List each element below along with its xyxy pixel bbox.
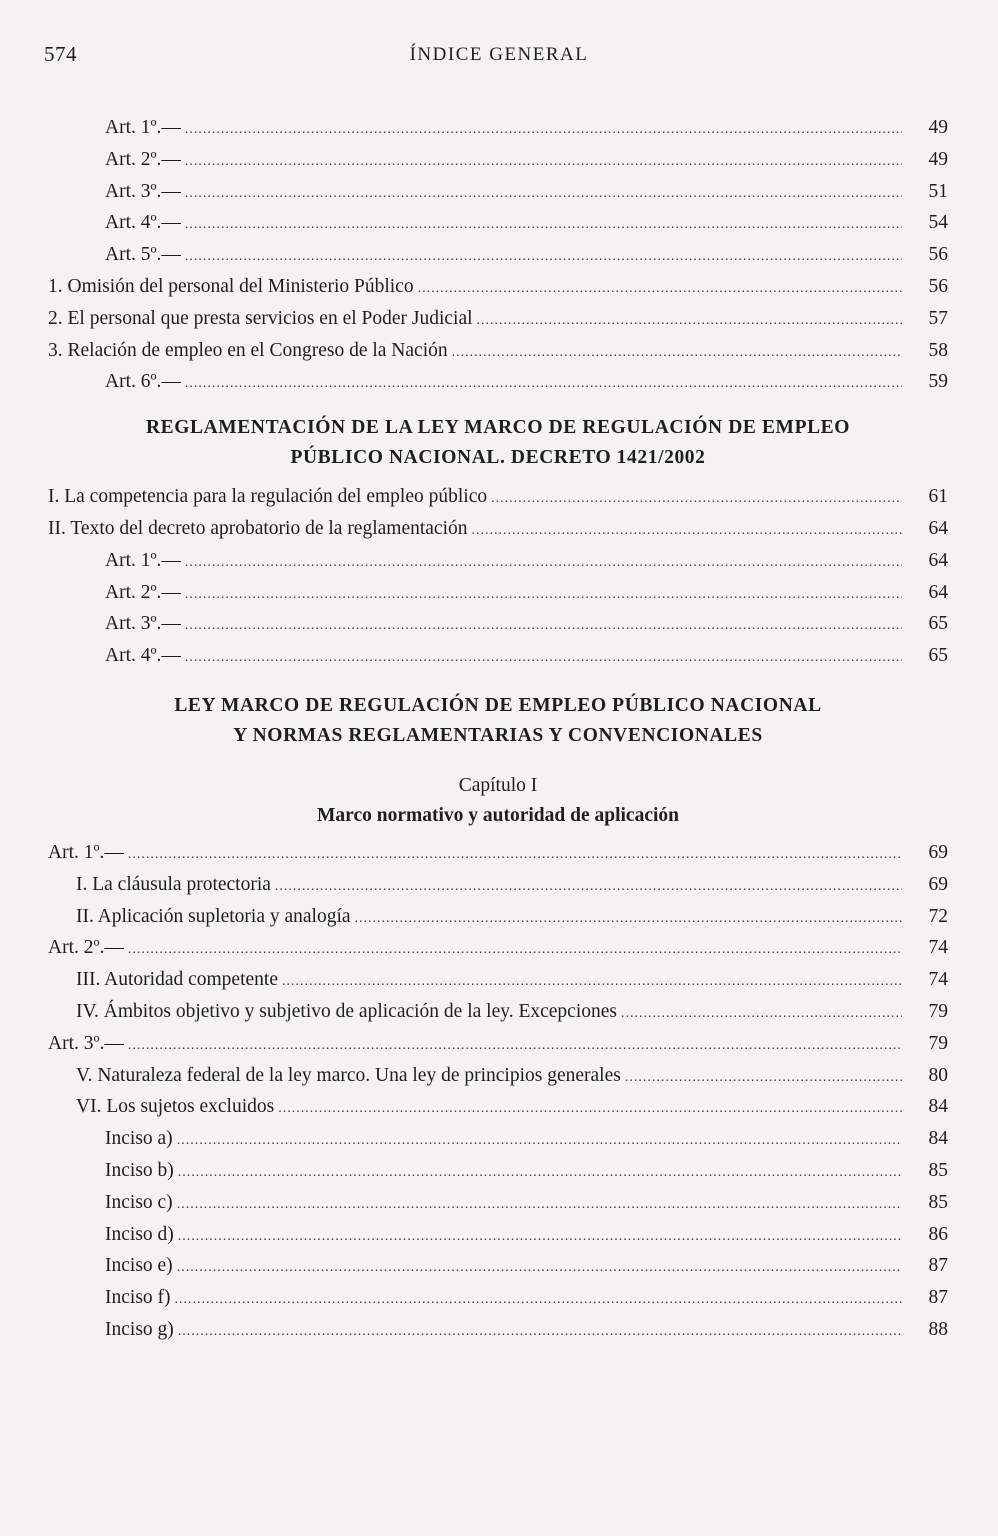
toc-entry-page-number: 85 [928,1191,948,1213]
toc-entry-label: Art. 3º.— [105,613,181,635]
toc-entry-label: Inciso d) [105,1223,174,1245]
toc-entry-page-number: 87 [928,1287,948,1309]
dot-leader [355,903,902,935]
toc-entry-label: Art. 1º.— [105,549,181,571]
toc-entry-label: Art. 2º.— [105,581,181,603]
toc-entry-label: Art. 3º.— [48,1032,124,1054]
toc-entry [48,996,948,1028]
toc-entry-label: IV. Ámbitos objetivo y subjetivo de aplicación de la ley. Excepciones [76,1000,617,1022]
toc-entry-page-number: 56 [928,244,948,266]
toc-entry-page-number: 56 [928,275,948,297]
dot-leader [185,642,902,674]
toc-entry-label: Inciso a) [105,1128,173,1150]
toc-entry-label: VI. Los sujetos excluidos [76,1096,275,1118]
toc-entry [48,837,948,869]
section-heading-ley-marco [48,691,948,751]
toc-entry [48,932,948,964]
toc-entry [48,1123,948,1155]
toc-entry-label: Art. 3º.— [105,180,181,202]
section-heading-line: PÚBLICO NACIONAL. DECRETO 1421/2002 [290,447,706,469]
dot-leader [477,305,902,337]
toc-block-capitulo-1 [48,837,948,1346]
toc-entry-page-number: 59 [928,371,948,393]
toc-entry [48,545,948,577]
toc-entry [48,1155,948,1187]
dot-leader [177,1189,902,1221]
section-heading-line: REGLAMENTACIÓN DE LA LEY MARCO DE REGULACIÓN DE EMPLEO [145,417,851,439]
toc-entry-page-number: 49 [928,148,948,170]
toc-entry-page-number: 79 [928,1000,948,1022]
toc-entry-page-number: 84 [928,1128,948,1150]
dot-leader [175,1284,902,1316]
dot-leader [128,839,902,871]
toc-entry-label: II. Texto del decreto aprobatorio de la reglamentación [48,517,468,539]
dot-leader [185,114,902,146]
toc-entry-label: Art. 1º.— [48,841,124,863]
toc-entry [48,964,948,996]
toc-entry-label: I. La competencia para la regulación del empleo público [48,486,488,508]
toc-entry [48,1028,948,1060]
toc-entry [48,577,948,609]
dot-leader [185,610,902,642]
toc-entry-page-number: 69 [928,841,948,863]
toc-entry-label: Inciso g) [105,1318,174,1340]
dot-leader [178,1316,902,1348]
toc-entry [48,608,948,640]
dot-leader [185,579,902,611]
toc-entry [48,207,948,239]
toc-entry [48,1187,948,1219]
toc-entry [48,1250,948,1282]
toc-entry-page-number: 74 [928,969,948,991]
toc-entry-label: Art. 2º.— [48,937,124,959]
dot-leader [621,998,902,1030]
toc-entry-page-number: 85 [928,1159,948,1181]
toc-entry-label: I. La cláusula protectoria [76,873,271,895]
dot-leader [185,178,902,210]
toc-entry [48,335,948,367]
toc-entry-page-number: 69 [928,873,948,895]
toc-entry-page-number: 49 [928,117,948,138]
toc-entry-label: II. Aplicación supletoria y analogía [76,905,351,927]
toc-entry [48,112,948,144]
toc-entry-page-number: 64 [928,549,948,571]
toc-entry-page-number: 61 [928,486,948,508]
dot-leader [452,337,902,369]
dot-leader [278,1093,902,1125]
dot-leader [472,515,902,547]
dot-leader [185,146,902,178]
dot-leader [178,1221,902,1253]
toc-entry [48,513,948,545]
toc-entry-page-number: 65 [928,613,948,635]
toc-entry-label: Inciso f) [105,1287,171,1309]
dot-leader [128,1030,902,1062]
chapter-title: Marco normativo y autoridad de aplicación [317,804,679,826]
toc-entry [48,1314,948,1346]
toc-entry-label: Inciso e) [105,1255,173,1277]
toc-entry-page-number: 64 [928,517,948,539]
toc-entry-page-number: 79 [928,1032,948,1054]
toc-entry-page-number: 54 [928,212,948,234]
toc-entry [48,1219,948,1251]
toc-entry-label: Inciso b) [105,1159,174,1181]
dot-leader [177,1125,902,1157]
toc-block-reglamentacion [48,481,948,672]
running-title: ÍNDICE GENERAL [409,44,589,65]
dot-leader [491,483,902,515]
toc-entry [48,481,948,513]
table-of-contents [48,112,948,1346]
toc-entry [48,366,948,398]
toc-entry [48,1060,948,1092]
dot-leader [282,966,902,998]
toc-entry-label: Art. 4º.— [105,645,181,667]
toc-entry [48,303,948,335]
toc-entry [48,1282,948,1314]
toc-entry-page-number: 65 [928,645,948,667]
chapter-label: Capítulo I [458,774,538,796]
dot-leader [178,1157,902,1189]
toc-entry-label: III. Autoridad competente [76,969,278,991]
toc-entry-page-number: 86 [928,1223,948,1245]
section-heading-line: LEY MARCO DE REGULACIÓN DE EMPLEO PÚBLICO NACIONAL [174,694,822,716]
dot-leader [275,871,902,903]
toc-entry-label: 2. El personal que presta servicios en el Poder Judicial [48,307,473,329]
toc-entry-label: Art. 6º.— [105,371,181,393]
toc-entry [48,144,948,176]
toc-entry-label: V. Naturaleza federal de la ley marco. Una ley de principios generales [76,1064,621,1086]
dot-leader [418,273,902,305]
section-heading-line: Y NORMAS REGLAMENTARIAS Y CONVENCIONALES [233,724,763,746]
page-number: 574 [44,42,77,66]
dot-leader [625,1062,902,1094]
section-heading-reglamentacion [48,413,948,473]
toc-entry-page-number: 74 [928,937,948,959]
toc-entry-page-number: 84 [928,1096,948,1118]
toc-entry-label: Art. 4º.— [105,212,181,234]
toc-entry-page-number: 58 [928,339,948,361]
toc-entry [48,640,948,672]
toc-block-continued [48,112,948,398]
toc-entry-page-number: 51 [928,180,948,202]
toc-entry-label: Art. 2º.— [105,148,181,170]
dot-leader [185,241,902,273]
toc-entry-label: 1. Omisión del personal del Ministerio Público [48,275,414,297]
toc-entry [48,271,948,303]
toc-entry [48,176,948,208]
dot-leader [185,547,902,579]
toc-entry-label: Inciso c) [105,1191,173,1213]
toc-entry [48,239,948,271]
toc-entry-label: 3. Relación de empleo en el Congreso de la Nación [48,339,448,361]
toc-entry [48,869,948,901]
toc-entry [48,1091,948,1123]
toc-entry-page-number: 72 [928,905,948,927]
dot-leader [185,368,902,400]
toc-entry-label: Art. 1º.— [105,117,181,138]
dot-leader [177,1252,902,1284]
toc-entry [48,901,948,933]
toc-entry-page-number: 87 [928,1255,948,1277]
dot-leader [128,934,902,966]
toc-entry-page-number: 80 [928,1064,948,1086]
toc-entry-page-number: 88 [928,1318,948,1340]
dot-leader [185,209,902,241]
toc-entry-page-number: 57 [928,307,948,329]
toc-entry-label: Art. 5º.— [105,244,181,266]
toc-entry-page-number: 64 [928,581,948,603]
